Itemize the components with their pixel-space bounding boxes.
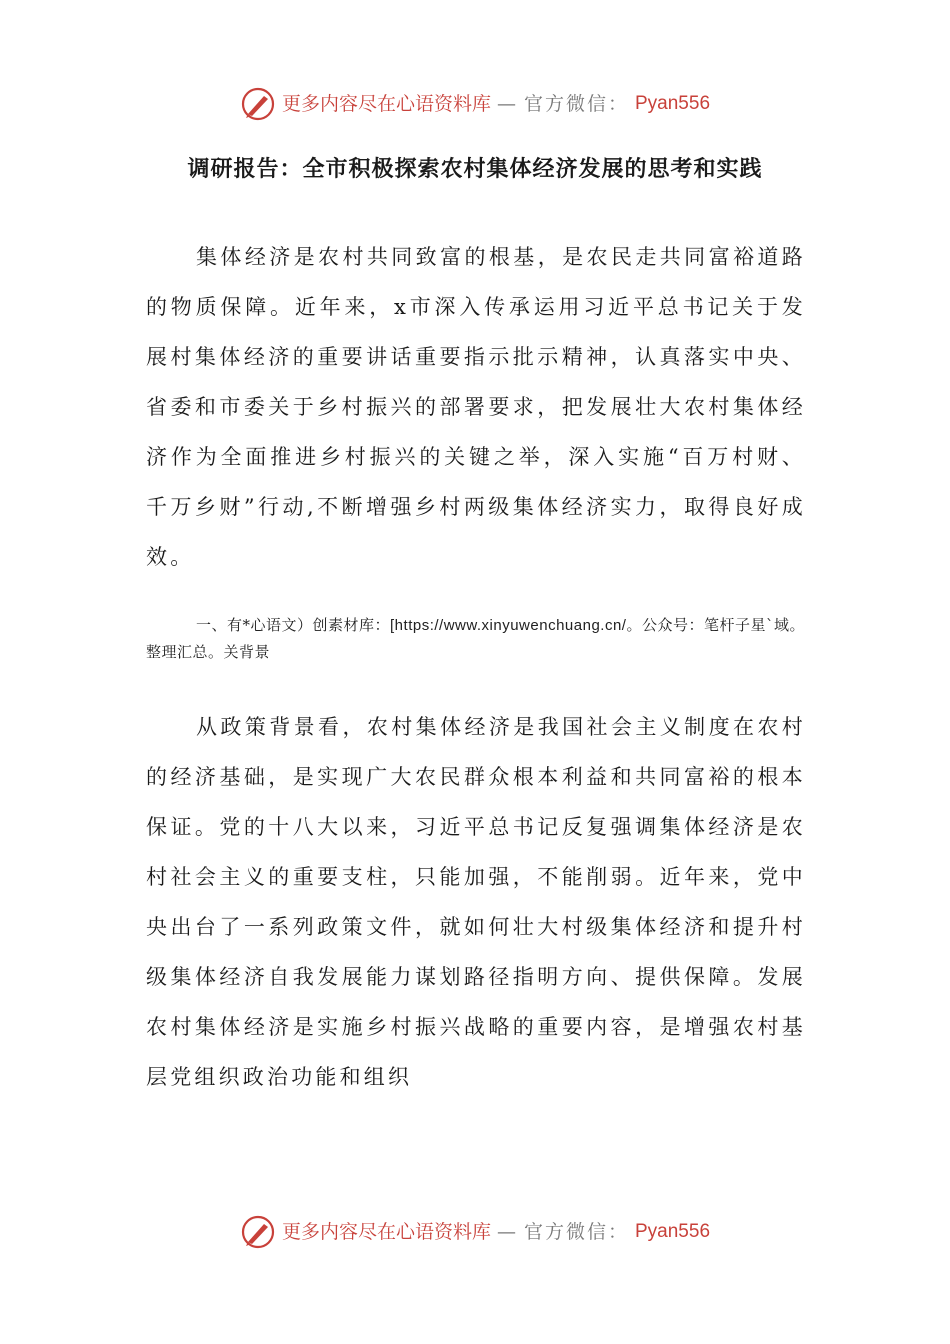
- note-url: [https://www.xinyuwenchuang.cn/: [390, 617, 627, 634]
- watermark-main-text: 更多内容尽在心语资料库: [281, 93, 491, 115]
- pen-logo-icon: [240, 86, 276, 122]
- paragraph-policy-background: 从政策背景看，农村集体经济是我国社会主义制度在农村的经济基础，是实现广大农民群众根本利益和共同富裕的根本保证。党的十八大以来，习近平总书记反复强调集体经济是农村社会主义的重要支柱，只能加强，不能削弱。近年来，党中央出台了一系列政策文件，就如何壮大村级集体经济和提升村级集体经济自我发展能力谋划路径指明方向、提供保障。发展农村集体经济是实施乡村振兴战略的重要内容，是增强农村基层党组织政治功能和组织: [146, 715, 806, 1089]
- watermark-wechat-label: 官方微信：: [523, 1221, 629, 1243]
- watermark-dash: —: [496, 93, 518, 115]
- paragraph-intro: 集体经济是农村共同致富的根基，是农民走共同富裕道路的物质保障。近年来，x市深入传承运用习近平总书记关于发展村集体经济的重要讲话重要指示批示精神，认真落实中央、省委和市委关于乡村振兴的部署要求，把发展壮大农村集体经济作为全面推进乡村振兴的关键之举，深入实施“百万村财、千万乡财”行动,不断增强乡村两级集体经济实力，取得良好成效。: [146, 245, 806, 569]
- note-prefix: 一、有*心语文）创素材库：: [196, 616, 391, 634]
- watermark-wechat-id: Pyan556: [635, 1221, 711, 1242]
- watermark-wechat-id: Pyan556: [635, 93, 711, 114]
- watermark-wechat-label: 官方微信：: [523, 93, 629, 115]
- watermark-header: [0, 86, 950, 122]
- document-title: 调研报告：全市积极探索农村集体经济发展的思考和实践: [187, 157, 763, 182]
- pen-logo-icon: [240, 1214, 276, 1250]
- watermark-footer: [0, 1214, 950, 1250]
- note-suffix: 。公众号：笔杆子星`域。整理汇总。关背景: [146, 616, 805, 661]
- watermark-main-text: 更多内容尽在心语资料库: [281, 1221, 491, 1243]
- section-heading-note: [146, 612, 811, 665]
- watermark-dash: —: [496, 1221, 518, 1243]
